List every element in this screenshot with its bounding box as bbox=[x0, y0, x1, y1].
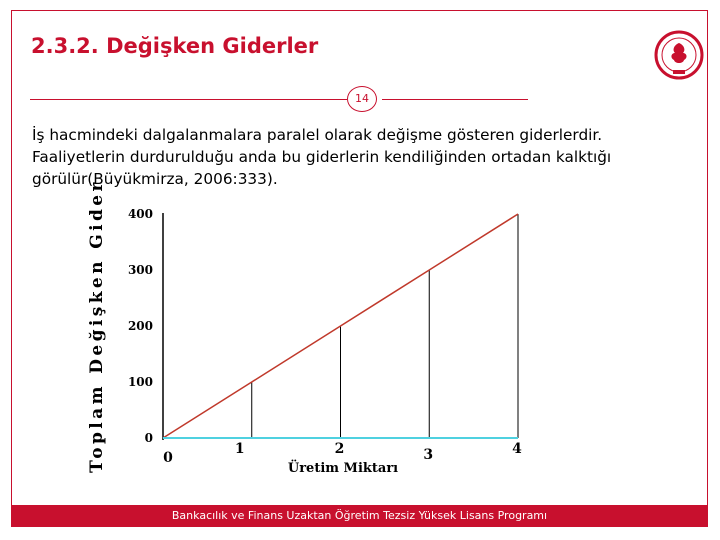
x-tick-label: 1 bbox=[234, 441, 245, 457]
body-paragraph: İş hacmindeki dalgalanmalara paralel olarak değişme gösteren giderlerdir. Faaliyetlerin durdurulduğu anda bu giderlerin kendiliğinden ortadan kalktığı görülür(Büyükmirza, 2006:333). bbox=[32, 126, 612, 188]
page-number-badge: 14 bbox=[347, 86, 377, 112]
x-tick-label: 2 bbox=[334, 441, 345, 457]
y-axis-label: Toplam Değişken Gider bbox=[87, 179, 107, 473]
footer-bar: Bankacılık ve Finans Uzaktan Öğretim Tezsiz Yüksek Lisans Programı bbox=[11, 505, 708, 527]
x-tick-label: 3 bbox=[423, 447, 434, 463]
y-tick-label: 100 bbox=[127, 375, 153, 389]
x-tick-label: 0 bbox=[163, 450, 173, 466]
y-tick-label: 200 bbox=[127, 319, 153, 333]
y-tick-label: 300 bbox=[127, 263, 153, 277]
y-tick-label: 0 bbox=[144, 431, 153, 445]
slide-title: 2.3.2. Değişken Giderler bbox=[31, 34, 319, 58]
y-tick-label: 400 bbox=[127, 207, 153, 221]
x-tick-label: 4 bbox=[512, 441, 522, 457]
x-axis-label: Üretim Miktarı bbox=[287, 461, 399, 476]
